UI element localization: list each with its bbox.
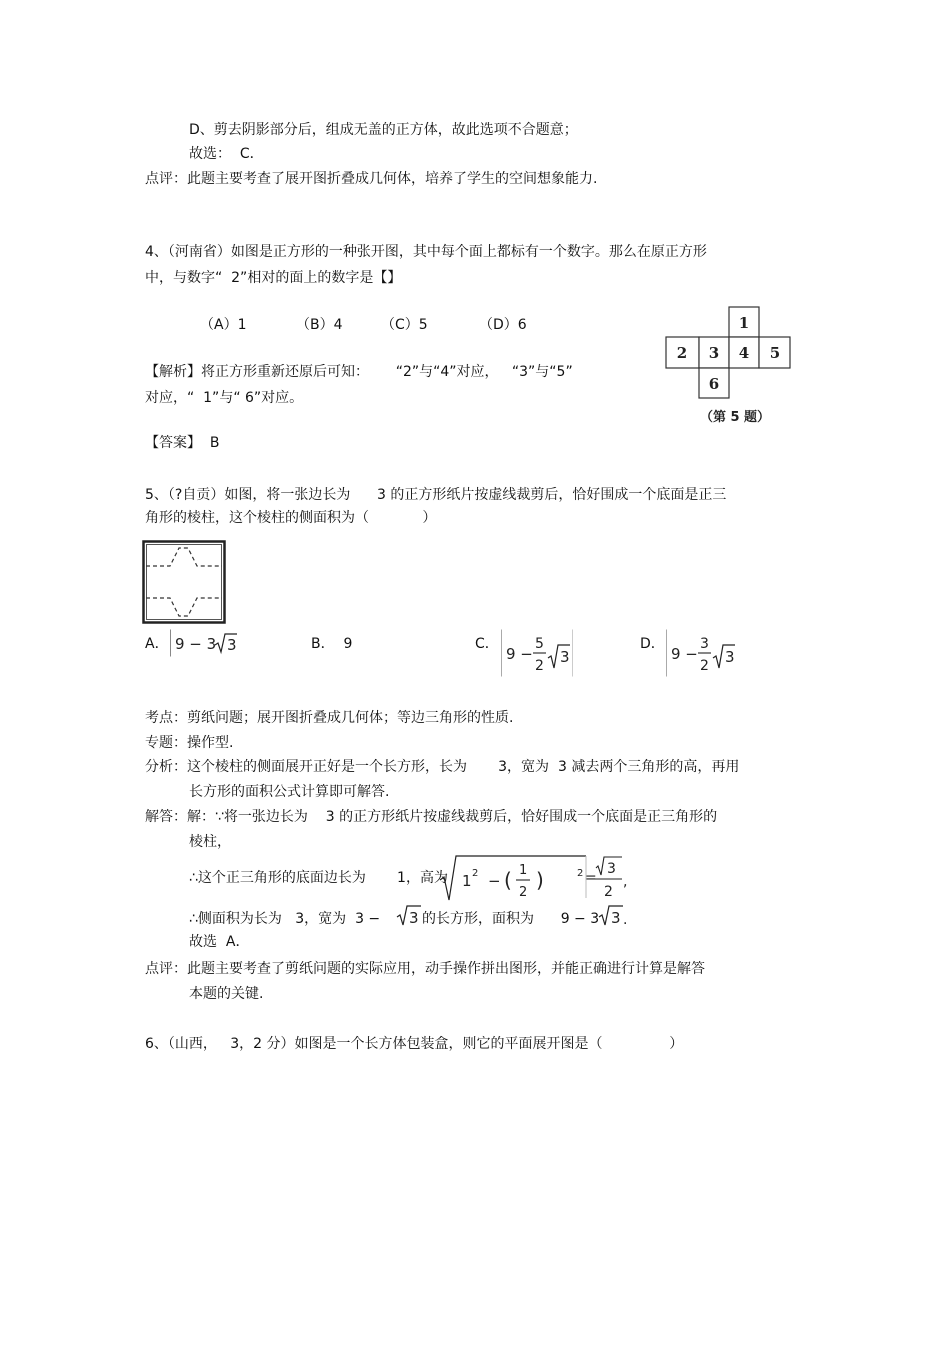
net-number-6: 6 xyxy=(708,375,720,393)
svg-text:): ) xyxy=(536,868,544,892)
prev-choice: 故选： C． xyxy=(189,146,264,162)
q5-zhuanti: 专题：操作型. xyxy=(145,735,234,751)
q5-jieda-line4-text-b: 的长方形，面积为 9 − 3 xyxy=(422,911,600,927)
svg-text:2: 2 xyxy=(577,868,584,879)
svg-text:,: , xyxy=(623,874,628,890)
q5-height-formula xyxy=(438,854,628,902)
q5-option-d-label: D． xyxy=(640,636,665,652)
svg-text:3: 3 xyxy=(611,909,621,927)
svg-text:3: 3 xyxy=(227,636,237,654)
q4-option-a: （A）1 xyxy=(200,317,247,333)
net-number-5: 5 xyxy=(769,344,781,362)
paper-cut-figure xyxy=(142,540,226,624)
svg-text:2: 2 xyxy=(519,885,528,900)
q4-stem-line2: 中，与数字“ 2”相对的面上的数字是【】 xyxy=(145,270,402,286)
q5-fenxi-line1: 分析：这个棱柱的侧面展开正好是一个长方形，长为 3，宽为 3 减去两个三角形的高，再用 xyxy=(145,759,740,775)
svg-text:3: 3 xyxy=(725,648,735,666)
svg-text:(: ( xyxy=(504,868,512,892)
q5-option-a-label: A． xyxy=(145,636,169,652)
net-number-2: 2 xyxy=(676,344,688,362)
svg-text:3: 3 xyxy=(700,636,709,652)
q5-fenxi-line2: 长方形的面积公式计算即可解答. xyxy=(189,784,390,800)
q5-jieda-line2: 棱柱， xyxy=(189,834,231,850)
svg-text:1: 1 xyxy=(462,872,472,890)
q5-sqrt3-a xyxy=(396,903,422,929)
svg-text:5: 5 xyxy=(535,636,544,652)
q5-stem-line1: 5、（?自贡）如图，将一张边长为 3 的正方形纸片按虚线裁剪后，恰好围成一个底面是正三 xyxy=(145,487,727,503)
q5-dianping-line1: 点评：此题主要考查了剪纸问题的实际应用，动手操作拼出图形，并能正确进行计算是解答 xyxy=(145,961,705,977)
net-number-3: 3 xyxy=(708,344,720,362)
q5-dianping-line2: 本题的关键. xyxy=(189,986,264,1002)
svg-text:−: − xyxy=(488,872,501,890)
q4-stem-line1: 4、（河南省）如图是正方形的一种张开图，其中每个面上都标有一个数字。那么在原正方形 xyxy=(145,244,707,260)
q5-jieda-line3-text: ∴这个正三角形的底面边长为 1，高为 xyxy=(189,870,448,886)
svg-text:2: 2 xyxy=(472,868,479,879)
q5-option-b: B． 9 xyxy=(311,636,353,652)
svg-text:2: 2 xyxy=(535,658,544,674)
q4-analysis-line2: 对应，“ 1”与“ 6”对应。 xyxy=(145,390,304,406)
prev-option-d-text: D、剪去阴影部分后，组成无盖的正方体，故此选项不合题意； xyxy=(189,122,578,138)
q5-jieda-line4-text-a: ∴侧面积为长为 3，宽为 3 − xyxy=(189,911,381,927)
svg-text:2: 2 xyxy=(604,884,613,900)
svg-text:3: 3 xyxy=(409,909,419,927)
q5-stem-line2: 角形的棱柱，这个棱柱的侧面积为（ ） xyxy=(145,510,437,526)
q5-jieda-line1: 解答：解：∵将一张边长为 3 的正方形纸片按虚线裁剪后，恰好围成一个底面是正三角形的 xyxy=(145,809,718,825)
q5-jieda-line5: 故选 A． xyxy=(189,934,250,950)
q5-option-c-label: C． xyxy=(475,636,499,652)
q4-option-c: （C）5 xyxy=(381,317,428,333)
svg-text:1: 1 xyxy=(519,863,528,878)
svg-text:3: 3 xyxy=(607,861,616,877)
q4-option-d: （D）6 xyxy=(479,317,527,333)
net-caption: （第 5 题） xyxy=(699,410,771,425)
q5-kaodian: 考点：剪纸问题；展开图折叠成几何体；等边三角形的性质. xyxy=(145,710,514,726)
net-number-4: 4 xyxy=(738,344,750,362)
q4-analysis-line1: 【解析】将正方形重新还原后可知： “2”与“4”对应， “3”与“5” xyxy=(145,364,573,380)
svg-text:=: = xyxy=(585,870,597,886)
svg-text:9 −: 9 − xyxy=(671,645,698,663)
q5-option-a-math xyxy=(170,629,240,657)
q4-option-b: （B）4 xyxy=(296,317,343,333)
svg-text:3: 3 xyxy=(560,648,570,666)
cube-net-figure xyxy=(663,304,793,430)
q6-stem: 6、（山西， 3，2 分）如图是一个长方体包装盒，则它的平面展开图是（ ） xyxy=(145,1036,684,1052)
net-number-1: 1 xyxy=(738,314,750,332)
q5-sqrt3-b xyxy=(598,903,628,929)
svg-text:.: . xyxy=(623,912,628,928)
q5-option-d-math xyxy=(666,629,738,677)
svg-text:9 −: 9 − xyxy=(506,645,533,663)
prev-comment: 点评：此题主要考查了展开图折叠成几何体，培养了学生的空间想象能力. xyxy=(145,171,598,187)
svg-text:9 − 3: 9 − 3 xyxy=(175,635,217,653)
q4-answer: 【答案】 B xyxy=(145,435,220,451)
svg-text:2: 2 xyxy=(700,658,709,674)
q5-option-c-math xyxy=(501,629,573,677)
